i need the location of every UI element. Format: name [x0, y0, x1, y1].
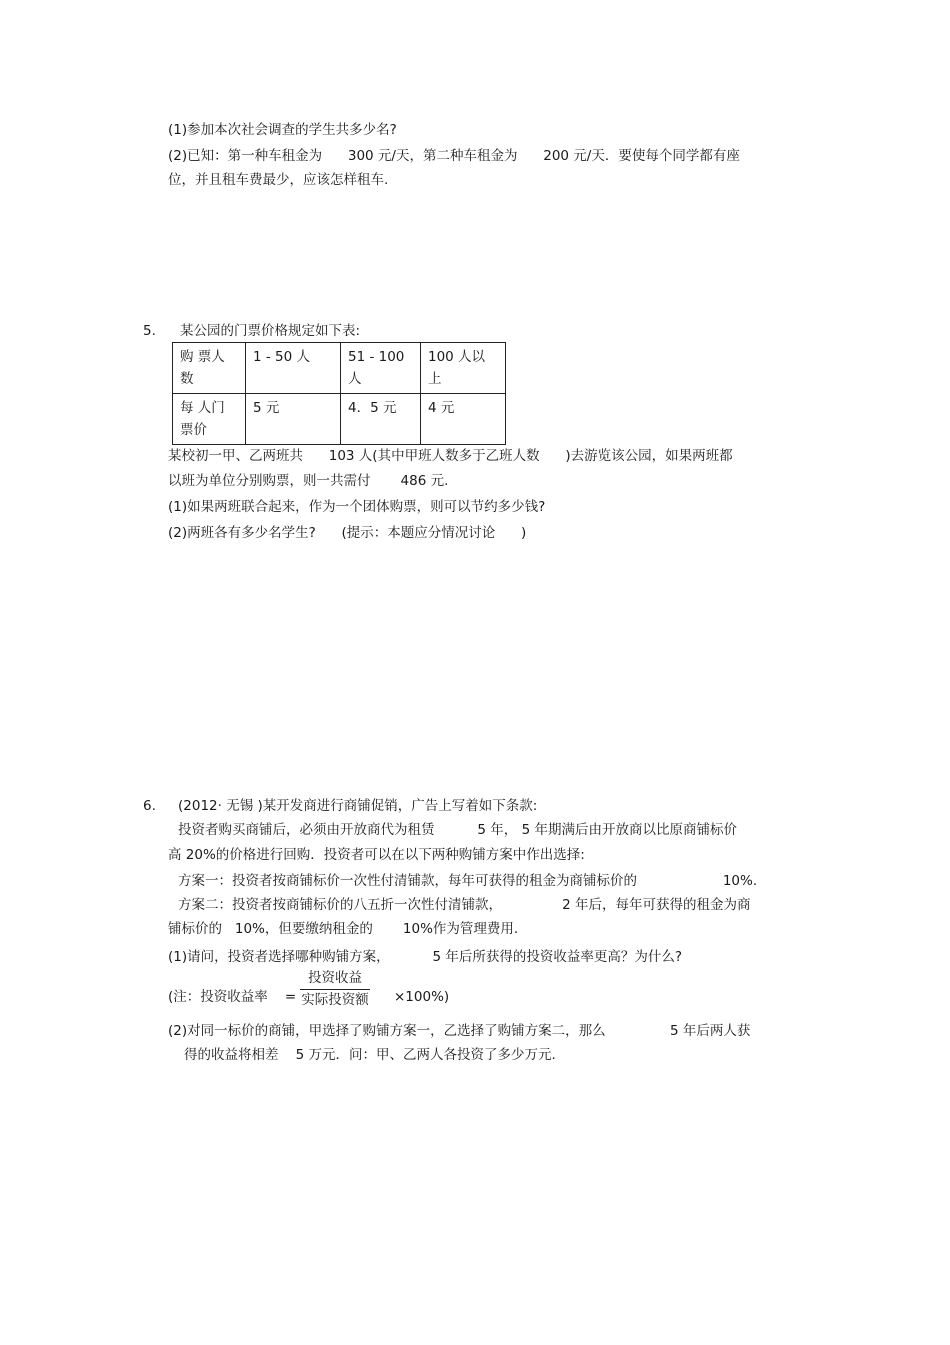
q6-plan1: 方案一：投资者按商铺标价一次性付清铺款，每年可获得的租金为商铺标价的 10%. [178, 873, 758, 889]
return-rate-fraction [300, 970, 370, 1009]
q6-note-prefix: (注：投资收益率 = [168, 989, 297, 1005]
q6-para1-line1: 投资者购买商铺后，必须由开放商代为租赁 5 年， 5 年期满后由开放商以比原商铺标价 [178, 822, 737, 838]
q6-part1: (1)请问，投资者选择哪种购铺方案， 5 年后所获得的投资收益率更高？为什么? [168, 949, 683, 965]
q6-note-suffix: ×100%) [394, 989, 450, 1005]
table-cell: 每 人门 票价 [173, 394, 246, 445]
q5-part1: (1)如果两班联合起来，作为一个团体购票，则可以节约多少钱? [168, 499, 546, 515]
table-cell: 51 - 100 人 [341, 343, 421, 394]
q5-intro: 某公园的门票价格规定如下表: [180, 323, 361, 339]
table-cell: 100 人以 上 [421, 343, 506, 394]
q5-number: 5. [143, 323, 156, 339]
q6-intro: (2012· 无锡 )某开发商进行商铺促销，广告上写着如下条款: [178, 798, 538, 814]
q6-plan2-line2: 铺标价的 10%，但要缴纳租金的 10%作为管理费用. [168, 921, 519, 937]
q6-part2-line1: (2)对同一标价的商铺，甲选择了购铺方案一，乙选择了购铺方案二，那么 5 年后两人获 [168, 1023, 751, 1039]
q4-part2-line1: (2)已知：第一种车租金为 300 元/天，第二种车租金为 200 元/天．要使每个同学都有座 [168, 148, 740, 164]
table-cell: 4 元 [421, 394, 506, 445]
q6-part2-line2: 得的收益将相差 5 万元．问：甲、乙两人各投资了多少万元. [184, 1047, 556, 1063]
q4-part1: (1)参加本次社会调查的学生共多少名? [168, 122, 397, 138]
q4-part2-line2: 位，并且租车费最少，应该怎样租车. [168, 172, 389, 188]
q5-part2: (2)两班各有多少名学生? (提示：本题应分情况讨论 ) [168, 525, 527, 541]
ticket-price-table [172, 342, 506, 445]
table-cell: 5 元 [246, 394, 341, 445]
q5-body-line2: 以班为单位分别购票，则一共需付 486 元. [168, 473, 449, 489]
table-cell: 4．5 元 [341, 394, 421, 445]
table-row [173, 394, 506, 445]
table-row [173, 343, 506, 394]
q6-number: 6. [143, 798, 156, 814]
fraction-denominator: 实际投资额 [301, 992, 369, 1008]
q6-para1-line2: 高 20%的价格进行回购．投资者可以在以下两种购铺方案中作出选择: [168, 847, 585, 863]
fraction-numerator: 投资收益 [300, 970, 370, 990]
q6-plan2-line1: 方案二：投资者按商铺标价的八五折一次性付清铺款， 2 年后，每年可获得的租金为商 [178, 897, 751, 913]
table-cell: 1 - 50 人 [246, 343, 341, 394]
q5-body-line1: 某校初一甲、乙两班共 103 人(其中甲班人数多于乙班人数 )去游览该公园，如果两班都 [168, 448, 733, 464]
table-cell: 购 票人 数 [173, 343, 246, 394]
